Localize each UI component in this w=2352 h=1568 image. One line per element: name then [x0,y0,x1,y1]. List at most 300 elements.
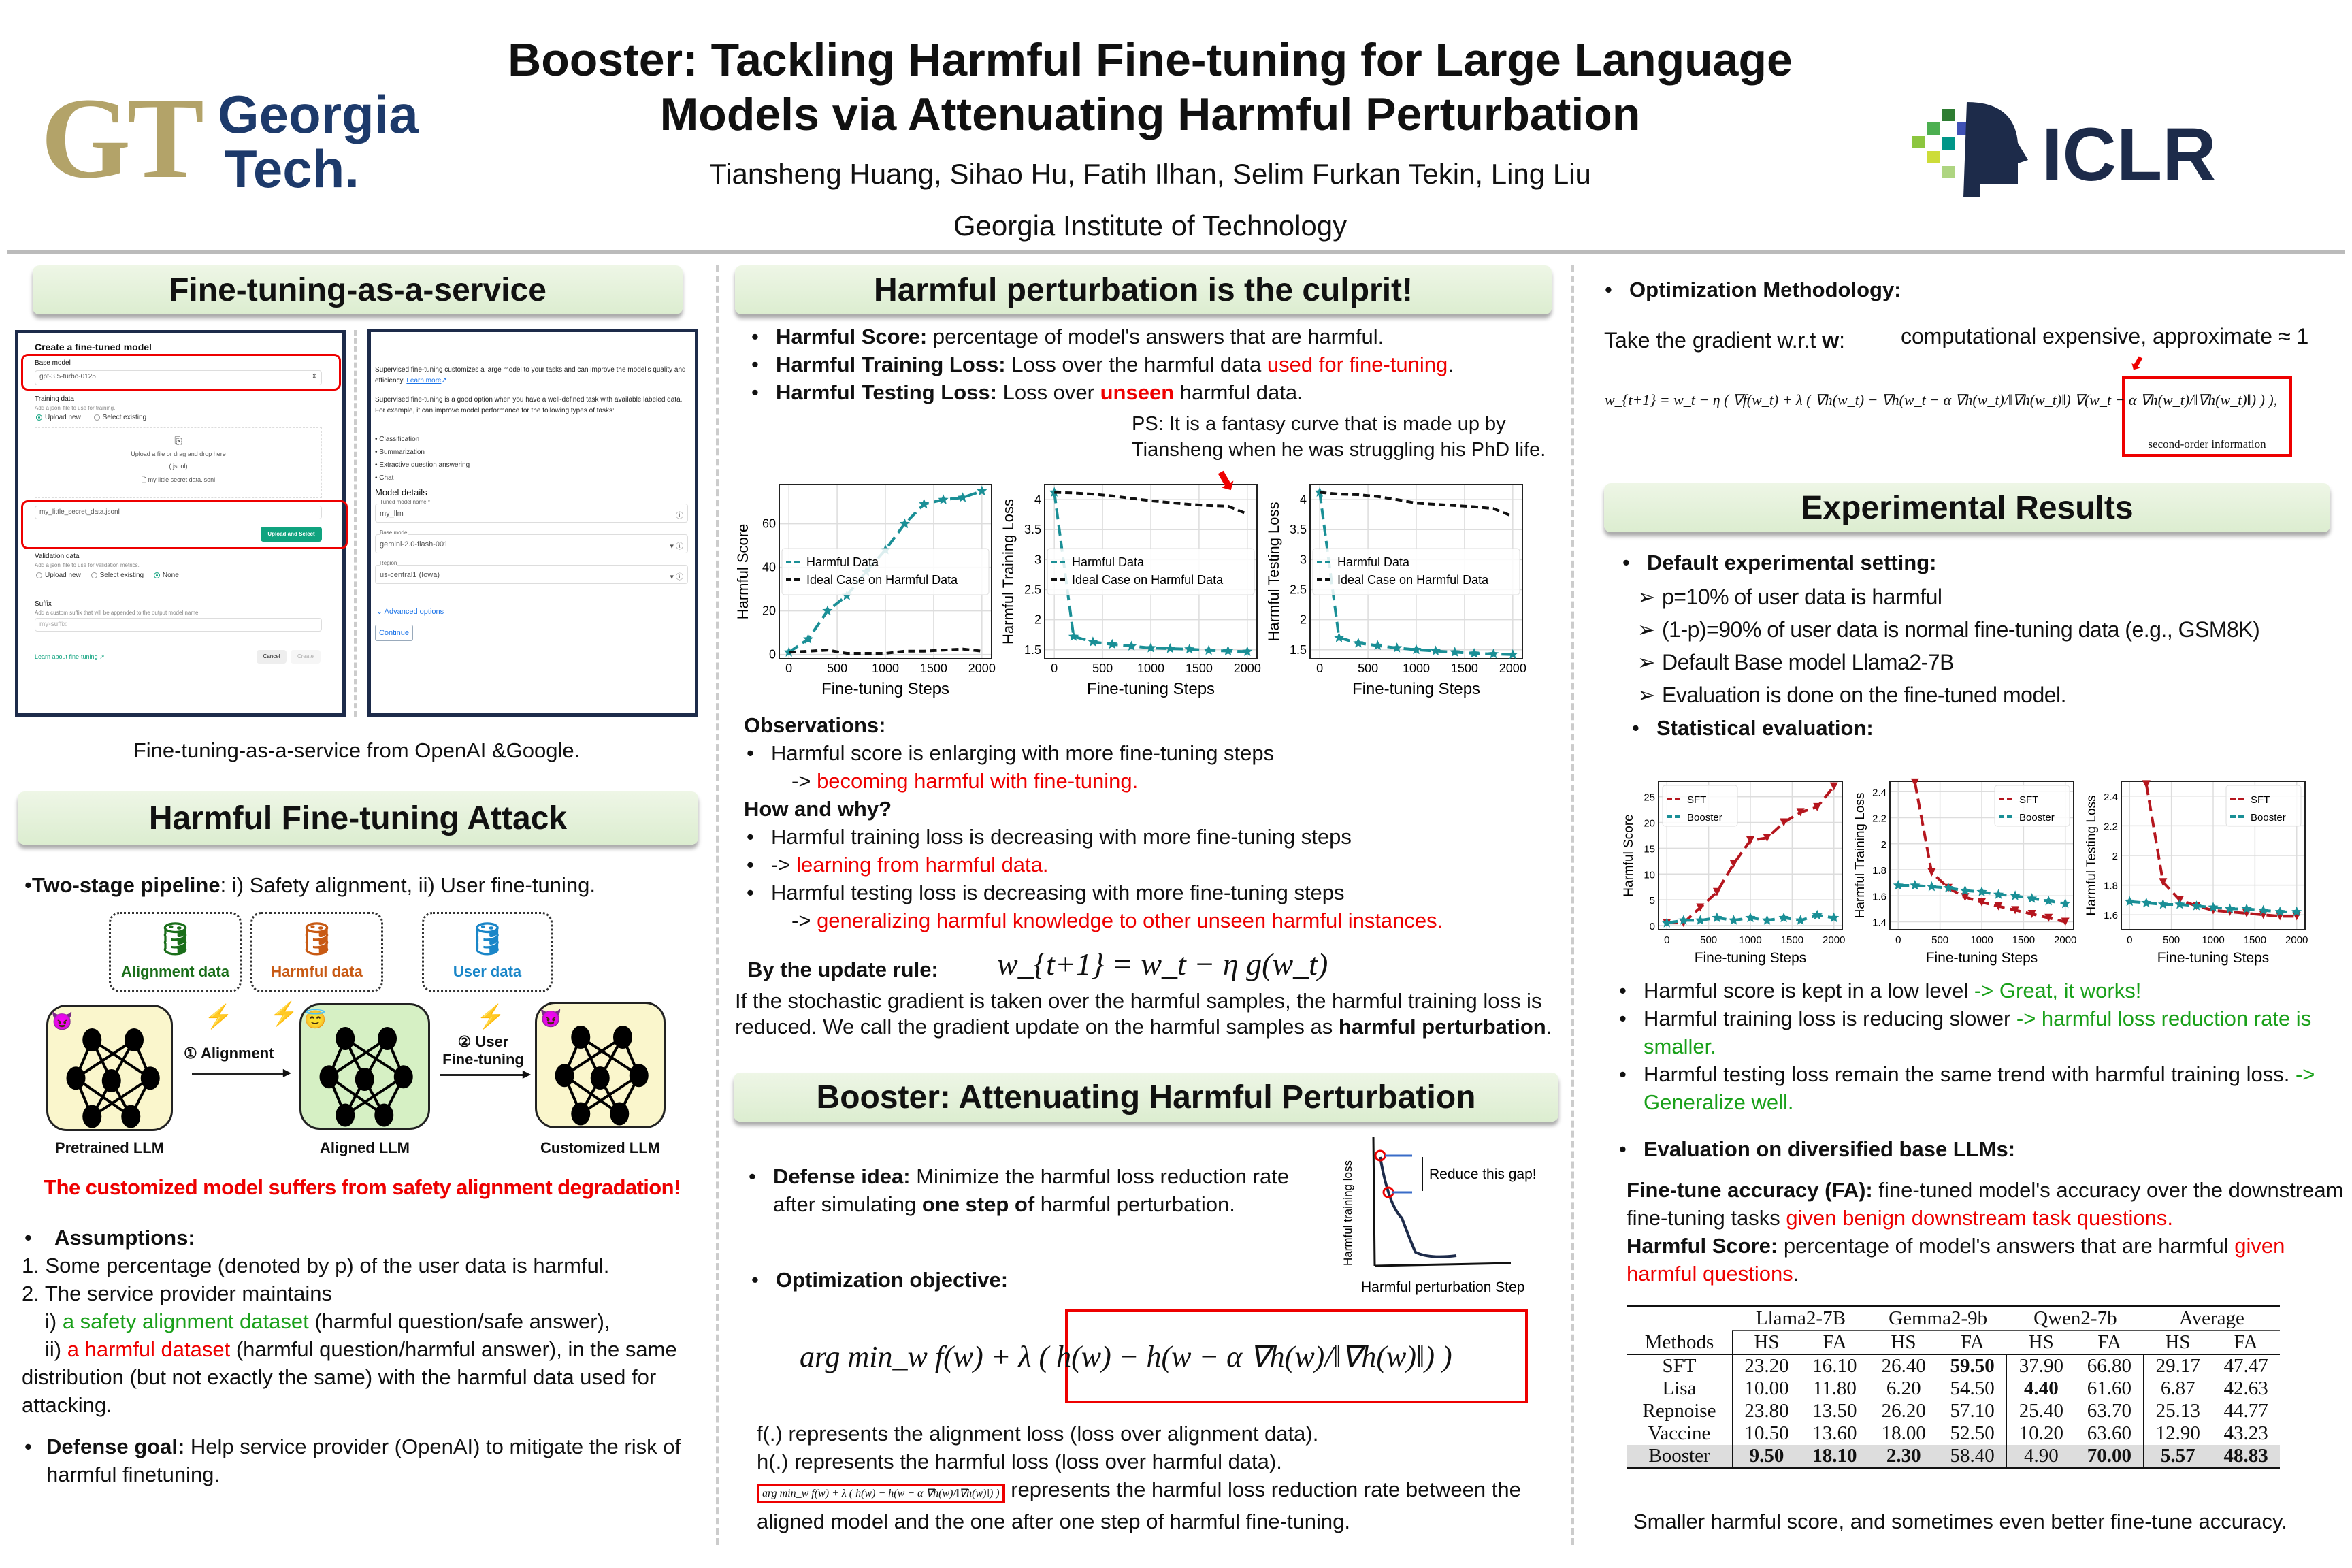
value-cell: 70.00 [2075,1445,2143,1469]
rate-term-thumbnail: arg min_w f(w) + λ ( h(w) − h(w − α ∇h(w)/‖∇h(w)‖) ) [757,1484,1005,1503]
x-tick-label: 500 [827,662,848,675]
authors: Tiansheng Huang, Sihao Hu, Fatih Ilhan, Selim Furkan Tekin, Ling Liu [709,158,1591,190]
y-tick-label: 3 [1034,553,1041,567]
x-tick-label: 2000 [1233,662,1261,675]
x-tick-label: 2000 [1499,662,1526,675]
customized-llm-box [535,1002,666,1128]
x-tick-label: 1000 [1402,662,1431,675]
x-tick-label: 0 [1664,934,1670,946]
y-tick-label: 4 [1299,493,1307,507]
data-point [1431,646,1441,656]
screenshots-caption: Fine-tuning-as-a-service from OpenAI &Google. [133,738,581,762]
legend-label: Booster [2019,812,2055,823]
value-cell: 10.00 [1744,1377,1789,1399]
x-axis-label: Fine-tuning Steps [1694,950,1807,966]
label: Training data [35,395,74,403]
svg-text:Georgia: Georgia [218,84,419,144]
model-header: Llama2-7B [1733,1307,1869,1331]
legend-label: SFT [2251,794,2270,806]
metric-header: HS [2028,1331,2054,1353]
label: Validation data [35,553,80,560]
value-cell: 58.40 [1938,1445,2007,1469]
arrow: ▶ [192,1073,287,1075]
x-tick-label: 1500 [1185,662,1213,675]
value-cell: 13.50 [1801,1400,1869,1422]
x-axis-label: Fine-tuning Steps [821,680,950,698]
data-point [1223,646,1233,656]
data-point [1392,642,1402,653]
dropzone-ext: (.jsonl) [169,463,188,470]
value-cell: 26.20 [1881,1400,1926,1422]
poster-title: Booster: Tackling Harmful Fine-tuning for Large Language Models via Attenuating Harmful Perturbation [508,34,1793,140]
harmful-training-loss-chart [997,470,1262,701]
update-rule-label: By the update rule: [747,958,938,981]
value-cell: 18.10 [1801,1445,1869,1469]
x-axis-label: Fine-tuning Steps [1086,680,1215,698]
y-tick-label: 60 [762,517,776,531]
harmful-score-chart [732,470,997,701]
x-tick-label: 2000 [1823,934,1846,946]
objective-formula: arg min_w f(w) + λ ( h(w) − h(w − α ∇h(w)/‖∇h(w)‖) ) [800,1309,1528,1403]
database-icon: 🛢 [467,921,508,956]
metric-header: FA [1960,1331,1984,1353]
selected-file: my little secret data.jsonl [148,476,216,483]
database-icon: 🛢 [155,921,195,956]
pretrained-llm-box [46,1004,173,1131]
pixel-head-icon [1912,102,2028,197]
value-cell: 23.80 [1744,1400,1789,1422]
y-tick-label: 15 [1644,843,1655,855]
section-header-booster: Booster: Attenuating Harmful Perturbation [734,1073,1558,1122]
data-point [2027,893,2037,903]
data-point [1712,913,1722,923]
screenshot-divider [354,330,357,717]
y-tick-label: 3.5 [1289,523,1307,537]
create-button[interactable]: Create [291,650,321,664]
y-tick-label: 4 [1034,493,1041,507]
region-dropdown[interactable]: Region us-central1 (Iowa) ▾ ⓘ [375,565,688,584]
definitions-list [749,323,1552,406]
devil-icon: 😈 [51,1011,74,1031]
x-tick-label: 1000 [1137,662,1165,675]
x-tick-label: 2000 [2054,934,2077,946]
help-icon[interactable]: ▾ ⓘ [670,573,683,581]
x-tick-label: 2000 [968,662,996,675]
y-axis-label: Harmful Training Loss [1853,792,1867,919]
value-cell: 10.20 [2019,1422,2064,1444]
x-axis-label: Fine-tuning Steps [1925,950,2038,966]
definition-item: • Harmful Training Loss: Loss over the harmful data used for fine-tuning. [749,350,1552,378]
value-cell: 11.80 [1801,1377,1869,1400]
methodology-heading: • Optimization Methodology: [1602,276,1901,304]
radio-upload-new[interactable]: Upload new [36,572,81,579]
x-tick-label: 1500 [2012,934,2036,946]
customized-llm-label: Customized LLM [540,1139,660,1156]
objective-heading: • Optimization objective: [749,1266,1008,1294]
legend-label: SFT [1687,794,1707,806]
hint: Add a jsonl file to use for validation metrics. [35,562,140,568]
data-point [958,492,968,502]
x-tick-label: 1500 [1780,934,1804,946]
value-cell: 23.20 [1744,1355,1789,1377]
table-row [1627,1377,2280,1400]
value-cell: 57.10 [1938,1400,2007,1422]
legend-label: Ideal Case on Harmful Data [1072,573,1224,587]
data-point [1911,779,1919,787]
data-point [938,494,949,504]
y-tick-label: 40 [762,560,776,574]
task-item: • Classification [375,436,420,443]
value-cell: 25.40 [2019,1400,2064,1422]
x-tick-label: 1500 [2243,934,2267,946]
x-tick-label: 500 [1092,662,1113,675]
continue-button[interactable]: Continue [375,625,413,641]
model-details-heading: Model details [375,487,427,497]
cancel-button[interactable]: Cancel [257,650,287,664]
sft-vs-booster-harmful-score-chart [1616,772,1848,969]
data-point [2174,899,2185,909]
definition-item: • Harmful Score: percentage of model's answers that are harmful. [749,323,1552,350]
data-point [1779,913,1789,923]
harmful-testing-loss-chart [1262,470,1528,701]
section-header-culprit: Harmful perturbation is the culprit! [735,265,1552,314]
devil-icon: 😈 [540,1008,562,1028]
x-tick-label: 1000 [1739,934,1762,946]
y-axis-label: Harmful Score [734,523,751,620]
data-point [1204,645,1214,655]
data-point [1993,889,2004,898]
value-cell: 6.20 [1886,1377,1921,1399]
file-dropzone[interactable] [35,427,322,498]
aligned-llm-label: Aligned LLM [320,1139,410,1156]
google-finetune-screenshot [368,329,698,717]
y-axis-label: Harmful Training Loss [1000,499,1017,644]
data-point [2158,899,2168,909]
pipeline-text: •Two-stage pipeline: i) Safety alignment, ii) User fine-tuning. [24,873,595,897]
x-tick-label: 2000 [2285,934,2308,946]
x-tick-label: 1000 [1970,934,1993,946]
x-tick-label: 500 [1931,934,1949,946]
x-tick-label: 0 [1316,662,1324,675]
method-cell: Booster [1627,1445,1733,1469]
y-axis-label: Harmful Testing Loss [2085,795,2099,916]
method-cell: Lisa [1627,1377,1733,1400]
aligned-llm-box [299,1003,430,1130]
task-item: • Chat [375,474,394,482]
y-tick-label: 0 [1649,920,1655,932]
database-icon: 🛢 [297,921,337,956]
gradient-intro: Take the gradient w.r.t w: [1604,328,1845,353]
y-tick-label: 1.6 [1872,891,1886,903]
results-table-wrapper [1627,1305,2280,1469]
method-cell: SFT [1627,1354,1733,1377]
data-point [1353,638,1363,648]
intro-text-2: Supervised fine-tuning is a good option when you have a well-defined task with available labeled data. For example, it can improve model performance for the following types of tasks: [375,396,683,414]
lightning-icon: ⚡ [476,1004,506,1030]
y-tick-label: 1.6 [2104,910,2118,922]
affiliation: Georgia Institute of Technology [953,210,1348,242]
y-tick-label: 2.4 [2104,791,2118,803]
x-axis-label: Fine-tuning Steps [1352,680,1481,698]
legend-label: Harmful Data [1072,555,1145,569]
setting-item: ➢ (1-p)=90% of user data is normal fine-tuning data (e.g., GSM8K) [1637,613,2352,646]
y-tick-label: 20 [762,604,776,618]
legend-label: SFT [2019,794,2039,806]
gradient-formula: w_{t+1} = w_t − η ( ∇f(w_t) + λ ( ∇h(w_t) − ∇h(w_t − α ∇h(w_t)/‖∇h(w_t)‖) ∇(w_t − α ∇h(w_t)/‖∇h(w_t)‖) ) ), [1605,391,2278,408]
value-cell: 12.90 [2155,1422,2200,1444]
value-cell: 29.17 [2155,1355,2200,1377]
y-tick-label: 2.5 [1024,583,1041,597]
hint: Add a jsonl file to use for training. [35,405,116,411]
y-tick-label: 2.2 [2104,821,2118,833]
data-point [1107,639,1117,649]
data-point [1795,915,1806,924]
value-cell: 59.50 [1938,1354,2007,1377]
file-name-input[interactable]: my_little_secret_data.jsonl [35,506,322,519]
value-cell: 16.10 [1801,1354,1869,1377]
updown-icon: ⇕ [311,373,317,380]
data-point [1729,915,1739,924]
legend-label: Harmful Data [1337,555,1410,569]
data-point [2010,890,2021,900]
second-order-label: second-order information [2148,438,2266,451]
y-tick-label: 25 [1644,791,1655,804]
metric-header: HS [1754,1331,1780,1353]
lightning-icon: ⚡ [204,1004,233,1030]
svg-text:ICLR: ICLR [2042,113,2217,197]
metric-header: HS [1891,1331,1916,1353]
data-point [1334,632,1344,642]
value-cell: 37.90 [2019,1355,2064,1377]
harmful-perturbation-paragraph: If the stochastic gradient is taken over the harmful samples, the harmful training loss is reduced. We call the gradient update on the harmful samples as harmful perturbation. [735,989,1552,1039]
observations-block: Observations: • Harmful score is enlarging with more fine-tuning steps -> becoming harmful with fine-tuning. How and why? • Harmful training loss is decreasing with more fine-tuning steps • -> learning from harmful data. • Harmful testing loss is decreasing with more fine-tuning steps -> generalizing harmful knowledge to other unseen harmful instances. [744,711,1561,934]
learn-more-link[interactable]: Learn more [406,377,442,385]
y-tick-label: 2 [1299,612,1307,627]
assumptions-block: • Assumptions: 1. Some percentage (denoted by p) of the user data is harmful. 2. The service provider maintains i) a safety alignment dataset (harmful question/safe answer), ii) a harmful dataset (harmful question/harmful answer), in the same distribution (but not exactly the same) with the harmful data used for attacking. • Defense goal: Help service provider (OpenAI) to mitigate the risk of harmful finetuning. [22,1226,681,1486]
angel-icon: 😇 [304,1009,327,1030]
legend-label: Booster [1687,812,1722,823]
formula-explanations: f(.) represents the alignment loss (loss over alignment data). h(.) represents the harmful loss (loss over harmful data). arg min_w f(w) + λ ( h(w) − h(w − α ∇h(w)/‖∇h(w)‖) ) represents the harmful loss reduction rate between the aligned model and the one after one step of harmful fine-tuning. [757,1422,1521,1533]
sft-vs-booster-training-loss-chart [1848,772,2079,969]
approximation-note: computational expensive, approximate ≈ 1 [1901,324,2309,348]
setting-item: ➢ Evaluation is done on the fine-tuned model. [1637,679,2352,711]
setting-item: ➢ Default Base model Llama2-7B [1637,646,2352,679]
x-tick-label: 1500 [919,662,947,675]
y-tick-label: 5 [1649,895,1655,907]
x-tick-label: 0 [785,662,793,675]
value-cell: 13.60 [1801,1422,1869,1445]
learn-fine-tuning-link[interactable]: Learn about fine-tuning ↗ [35,653,105,660]
help-icon[interactable]: ⓘ [676,512,683,520]
y-tick-label: 2.4 [1872,787,1886,799]
user-finetuning-step-label: ② User Fine-tuning [442,1033,524,1068]
georgia-tech-logo [41,82,422,197]
dropzone-text: Upload a file or drag and drop here [131,451,226,457]
data-point [1450,647,1460,657]
value-cell: 6.87 [2160,1377,2195,1399]
value-cell: 66.80 [2075,1354,2143,1377]
value-cell: 54.50 [1938,1377,2007,1400]
legend-label: Ideal Case on Harmful Data [1337,573,1489,587]
column-divider [716,265,719,1545]
file-icon: 🗋 [141,476,148,483]
legend-label: Ideal Case on Harmful Data [806,573,958,587]
y-tick-label: 2 [2112,851,2118,862]
form-title: Create a fine-tuned model [35,342,152,353]
methods-header: Methods [1627,1330,1733,1354]
data-point [1927,868,1936,877]
base-model-dropdown[interactable]: Base model gemini-2.0-flash-001 ▾ ⓘ [375,534,688,553]
y-tick-label: 1.8 [1872,865,1886,877]
metric-definitions: Fine-tune accuracy (FA): fine-tuned model's accuracy over the downstream fine-tuning tasks given benign downstream task questions. Harmful Score: percentage of model's answers that are harmful given harmful questions. [1627,1178,2344,1286]
ps-note: PS: It is a fantasy curve that is made up by Tiansheng when he was struggling his PhD life. [1132,413,1546,461]
table-row [1627,1422,2280,1445]
data-point [1165,643,1175,653]
model-header: Gemma2-9b [1869,1307,2007,1331]
y-tick-label: 3 [1299,553,1307,567]
table-row [1627,1354,2280,1377]
update-rule-formula: w_{t+1} = w_t − η g(w_t) [997,947,1328,981]
y-axis-label: Harmful Testing Loss [1265,502,1282,642]
table-row [1627,1445,2280,1469]
validation-radio-group [36,572,179,579]
task-list [375,433,470,485]
definition-item: • Harmful Testing Loss: Loss over unseen harmful data. [749,378,1552,406]
setting-item: ➢ p=10% of user data is harmful [1637,581,2352,613]
mini-ylabel: Harmful training loss [1341,1160,1354,1266]
hint: Add a custom suffix that will be appended to the output model name. [35,610,200,616]
intro-text: Supervised fine-tuning customizes a large model to your tasks and can improve the model's quality and efficiency. Learn more↗ [375,366,686,385]
default-settings: • Default experimental setting: ➢ p=10% of user data is harmful ➢ (1-p)=90% of user data is normal fine-tuning data (e.g., GSM8K) ➢ Default Base model Llama2-7B ➢ Evaluation is done on the fine-tuned model. • Statistical evaluation: [1620,549,2352,742]
metric-header: FA [1823,1331,1847,1353]
value-cell: 48.83 [2223,1445,2268,1467]
y-tick-label: 10 [1644,869,1655,881]
diverse-heading: • Evaluation on diversified base LLMs: [1616,1135,2015,1163]
lightning-icon: ⚡ [270,1001,299,1027]
data-point [1088,636,1098,647]
model-header: Average [2144,1307,2280,1331]
defense-idea: • Defense idea: Minimize the harmful loss reduction rate after simulating one step of harmful perturbation. [746,1162,1311,1218]
radio-upload-new[interactable]: Upload new [36,414,81,421]
task-item: • Extractive question answering [375,461,470,469]
value-cell: 42.63 [2223,1377,2268,1399]
method-cell: Vaccine [1627,1422,1733,1445]
help-icon[interactable]: ▾ ⓘ [670,542,683,551]
x-tick-label: 1500 [1450,662,1478,675]
radio-select-existing[interactable]: Select existing [91,572,144,579]
file-add-icon: ⎘ [174,435,182,446]
openai-finetune-screenshot [15,330,346,717]
results-table [1627,1305,2280,1469]
x-tick-label: 500 [1700,934,1718,946]
data-point [1695,915,1705,924]
degradation-statement: The customized model suffers from safety alignment degradation! [44,1175,681,1199]
table-caption: Smaller harmful score, and sometimes even better fine-tune accuracy. [1633,1509,2287,1533]
data-point [1812,910,1823,920]
iclr-logo [1899,95,2246,197]
gap-annotation: Reduce this gap! [1429,1166,1537,1182]
x-axis-label: Fine-tuning Steps [2157,950,2270,966]
arrow: ▶ [440,1074,527,1076]
value-cell: 47.47 [2223,1355,2268,1377]
column-divider [1571,265,1574,1545]
data-point [1184,644,1194,653]
legend-label: Booster [2251,812,2286,823]
value-cell: 18.00 [1881,1422,1926,1444]
value-cell: 44.77 [2223,1400,2268,1422]
suffix-input[interactable]: my-suffix [35,618,322,632]
metric-header: HS [2165,1331,2191,1353]
y-tick-label: 2.5 [1289,583,1307,597]
pretrained-llm-label: Pretrained LLM [54,1139,165,1156]
upload-and-select-button[interactable]: Upload and Select [261,527,322,542]
tuned-model-name-input[interactable]: Tuned model name * my_llm ⓘ [375,504,688,523]
value-cell: 4.40 [2024,1377,2059,1399]
y-tick-label: 20 [1644,817,1655,830]
table-row [1627,1400,2280,1422]
data-point [2142,780,2151,788]
data-point [1126,641,1137,651]
gt-mark-icon [41,82,422,197]
value-cell: 9.50 [1749,1445,1784,1467]
user-data-box: 🛢 User data [422,912,553,992]
y-tick-label: 2 [1034,612,1041,627]
value-cell: 4.90 [2024,1445,2059,1467]
data-point [2044,896,2054,906]
radio-select-existing[interactable]: Select existing [94,414,146,421]
y-tick-label: 1.8 [2104,880,2118,892]
value-cell: 26.40 [1881,1355,1926,1377]
value-cell: 43.23 [2223,1422,2268,1444]
value-cell: 52.50 [1938,1422,2007,1445]
x-tick-label: 0 [2127,934,2133,946]
value-cell: 61.60 [2075,1377,2143,1400]
label: Base model [35,359,71,367]
section-header-results: Experimental Results [1604,483,2330,532]
training-radio-group [36,414,146,421]
harmful-data-box: 🛢 Harmful data [250,912,383,992]
svg-text:GT: GT [41,82,204,197]
x-tick-label: 500 [2163,934,2180,946]
red-arrow-icon: ⬇ [1209,463,1244,501]
y-tick-label: 3.5 [1024,523,1041,537]
metric-header: FA [2097,1331,2122,1353]
x-tick-label: 0 [1051,662,1058,675]
svg-text:Tech.: Tech. [225,139,359,197]
advanced-options-toggle[interactable]: ⌄ Advanced options [376,608,444,616]
value-cell: 63.70 [2075,1400,2143,1422]
data-point [1910,880,1920,890]
data-point [1068,631,1079,641]
alignment-step-label: ① Alignment [184,1045,274,1062]
perturbation-gap-diagram [1334,1130,1558,1296]
data-point [2141,898,2151,907]
value-cell: 5.57 [2160,1445,2195,1467]
model-header: Qwen2-7b [2007,1307,2144,1331]
y-tick-label: 1.4 [1872,917,1886,929]
mini-xlabel: Harmful perturbation Step [1361,1279,1525,1295]
value-cell: 10.50 [1744,1422,1789,1444]
legend-label: Harmful Data [806,555,879,569]
results-list: • Harmful score is kept in a low level -> Great, it works! • Harmful training loss is reducing slower -> harmful loss reduction rate is smaller. • Harmful testing loss remain the same trend with harmful training loss. -> Generalize well. [1616,977,2338,1116]
data-point [1373,640,1383,651]
value-cell: 2.30 [1886,1445,1921,1467]
base-model-select[interactable]: gpt-3.5-turbo-0125 ⇕ [35,370,322,385]
radio-none[interactable]: None [154,572,179,579]
alignment-data-box: 🛢 Alignment data [109,912,242,992]
x-tick-label: 500 [1358,662,1379,675]
x-axis [1375,1263,1511,1266]
